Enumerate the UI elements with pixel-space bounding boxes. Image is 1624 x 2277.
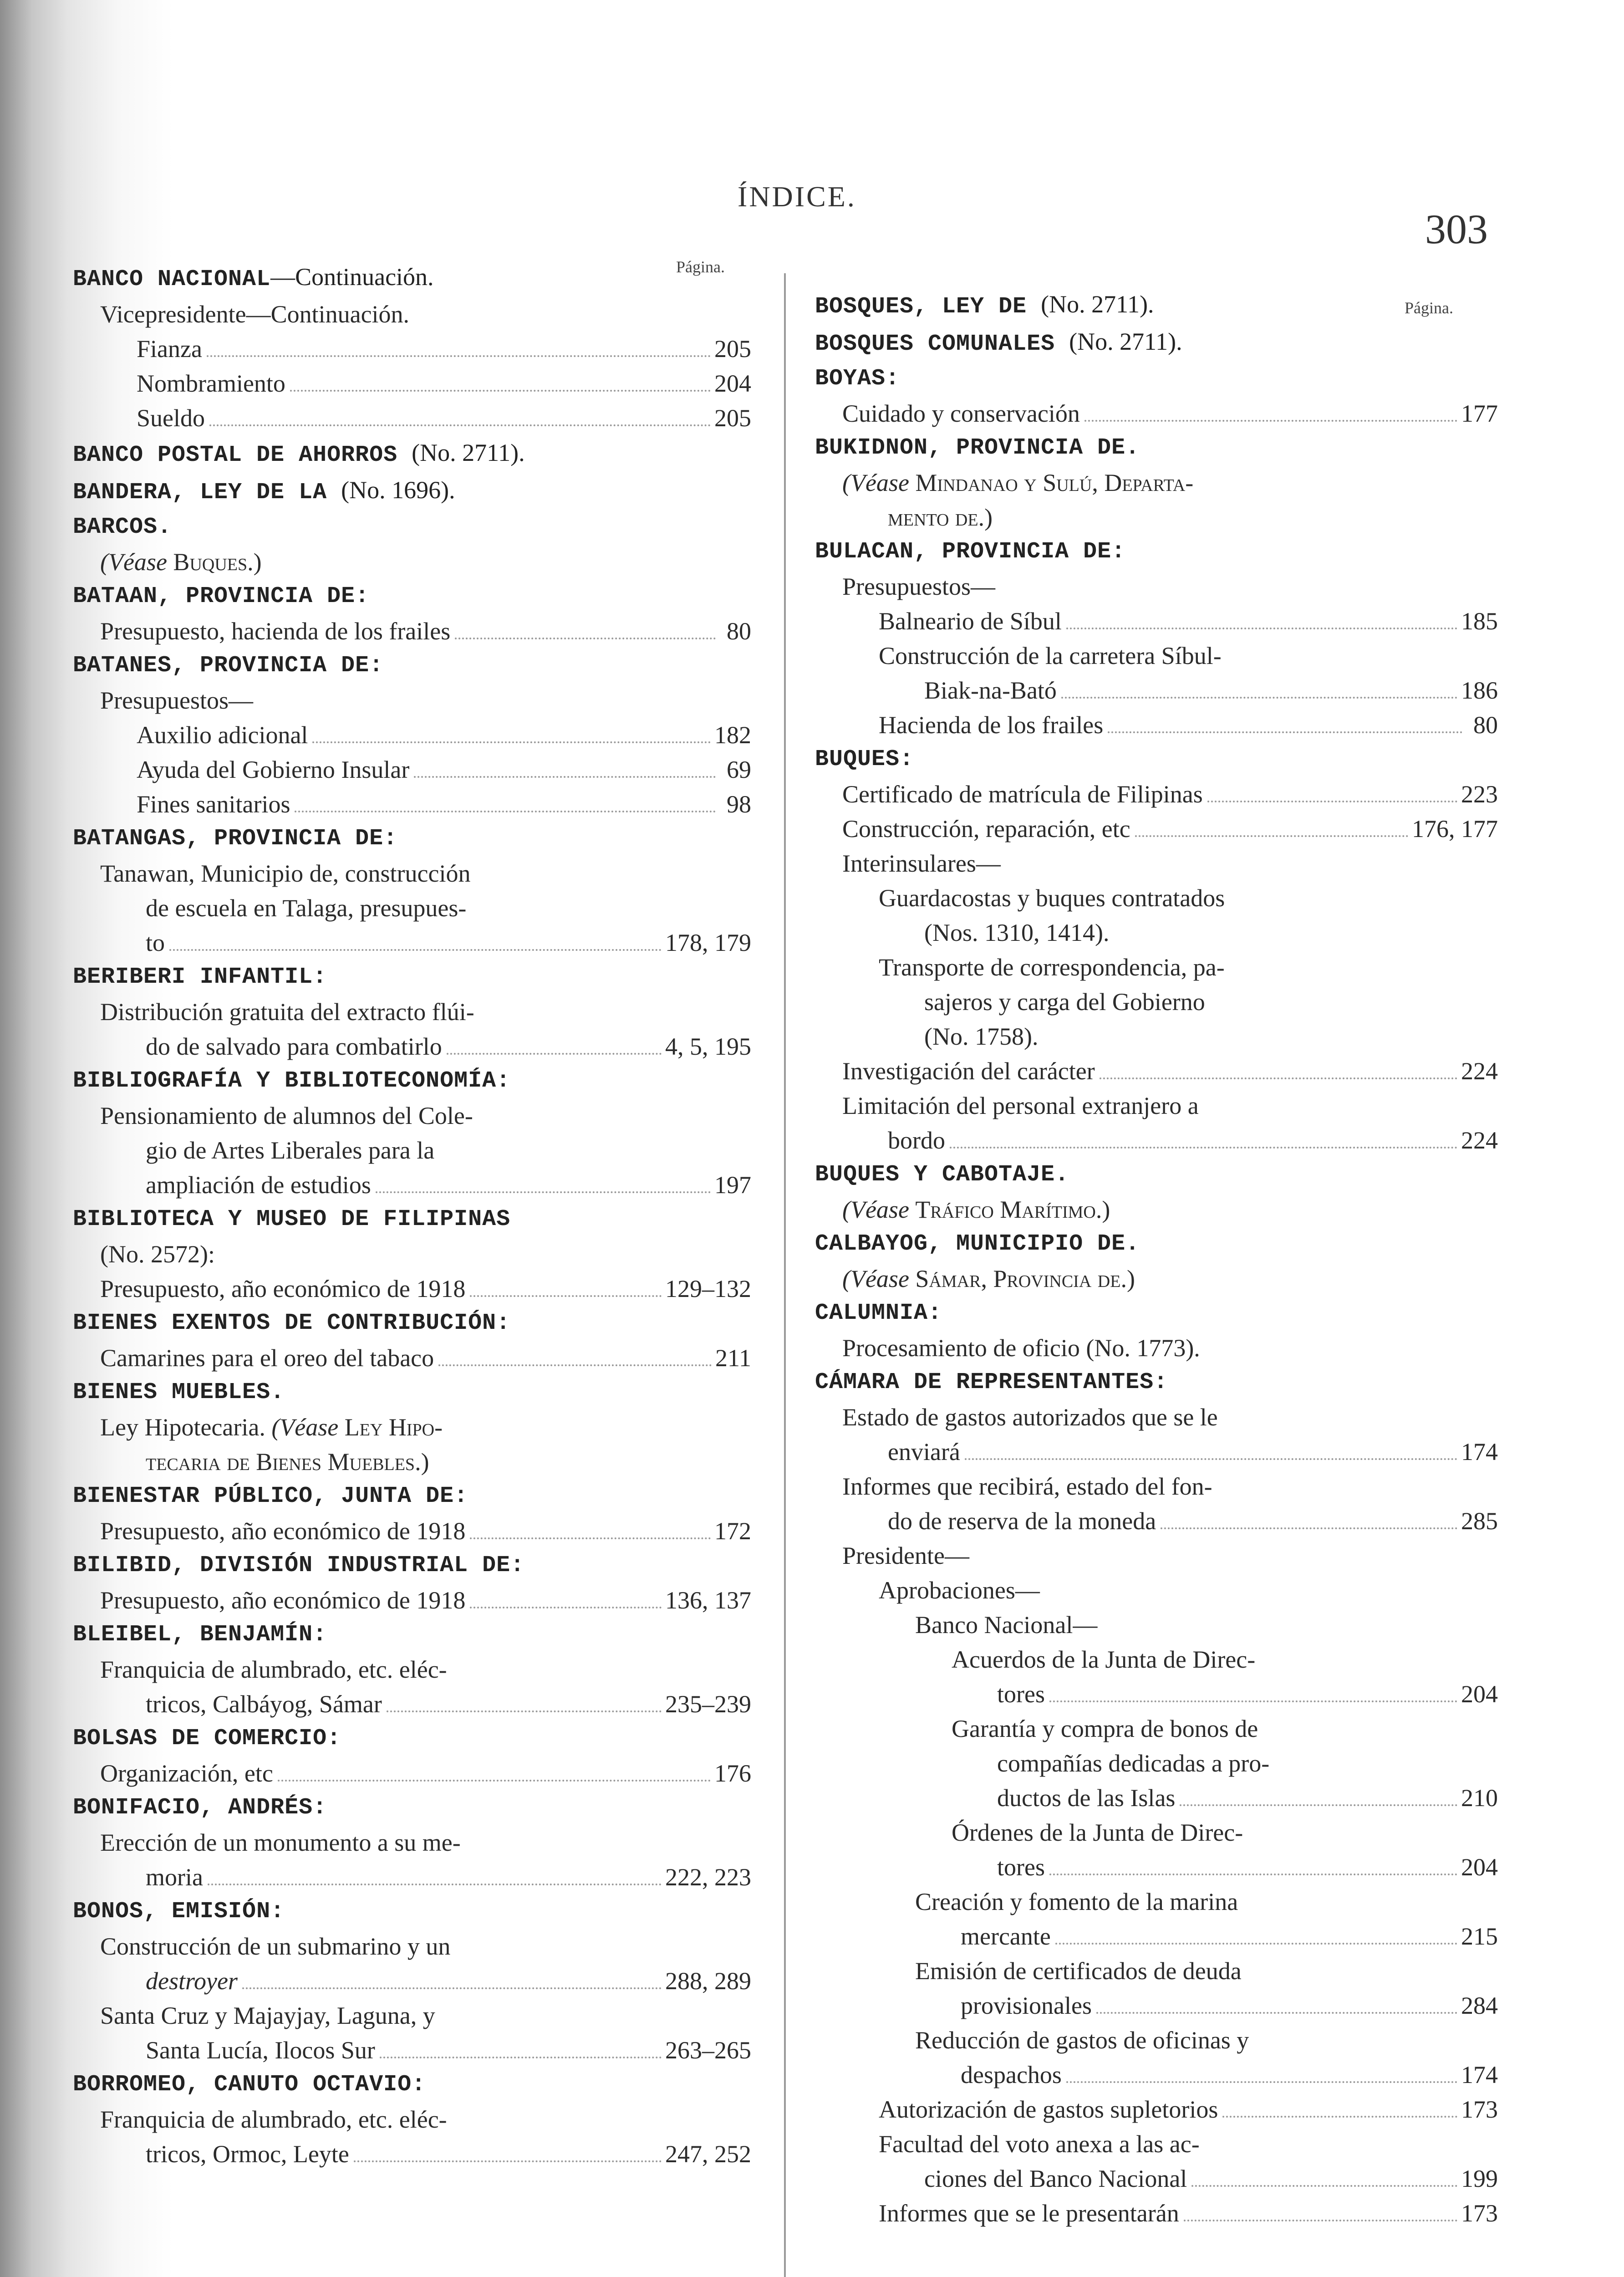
index-line: destroyer 288, 289: [146, 1967, 751, 1995]
subheading: Banco Nacional—: [915, 1611, 1098, 1639]
pagina-label-left: Página.: [676, 258, 725, 276]
entry-heading: BATAAN, PROVINCIA DE:: [73, 583, 370, 609]
index-text: Tanawan, Municipio de, construcción: [100, 860, 471, 887]
subheading: Aprobaciones—: [879, 1577, 1040, 1604]
index-line: provisionales 284: [961, 1992, 1498, 2019]
index-entry: [815, 431, 1498, 535]
index-entry: [73, 1618, 751, 1721]
index-entry: [815, 1227, 1498, 1296]
index-line: Nombramiento 204: [137, 370, 751, 397]
entry-heading: BIENES MUEBLES.: [73, 1379, 285, 1405]
index-entry: [815, 1365, 1498, 2231]
entry-heading: BONIFACIO, ANDRÉS:: [73, 1795, 327, 1821]
cross-reference: mento de.): [888, 504, 993, 531]
index-line: bordo 224: [888, 1127, 1498, 1154]
index-line: Fianza 205: [137, 335, 751, 362]
index-line: tricos, Calbáyog, Sámar 235–239: [146, 1690, 751, 1718]
index-line: Auxilio adicional 182: [137, 721, 751, 749]
index-text: Creación y fomento de la marina: [915, 1888, 1238, 1915]
index-line: tores 204: [997, 1853, 1498, 1881]
index-text: Órdenes de la Junta de Direc-: [952, 1819, 1243, 1846]
index-line: Construcción, reparación, etc 176, 177: [842, 815, 1498, 842]
entry-heading: BIBLIOTECA Y MUSEO DE FILIPINAS: [73, 1206, 511, 1232]
index-text: Procesamiento de oficio (No. 1773).: [842, 1334, 1200, 1362]
index-text: Transporte de correspondencia, pa-: [879, 954, 1225, 981]
entry-heading: BIBLIOGRAFÍA Y BIBLIOTECONOMÍA:: [73, 1068, 511, 1094]
entry-heading: BANDERA, LEY DE LA (No. 1696).: [73, 476, 455, 505]
index-line: ciones del Banco Nacional 199: [924, 2165, 1498, 2192]
index-text: Pensionamiento de alumnos del Cole-: [100, 1102, 473, 1129]
index-entry: [73, 960, 751, 1064]
index-text: compañías dedicadas a pro-: [997, 1750, 1270, 1777]
subheading: Presupuestos—: [842, 573, 995, 600]
index-line: Investigación del carácter 224: [842, 1057, 1498, 1085]
index-line: Organización, etc 176: [100, 1760, 751, 1787]
index-line: ductos de las Islas 210: [997, 1784, 1498, 1812]
index-line: Certificado de matrícula de Filipinas 223: [842, 781, 1498, 808]
subheading: Vicepresidente—Continuación.: [100, 301, 410, 328]
entry-heading: BOLSAS DE COMERCIO:: [73, 1726, 341, 1751]
index-line: Presupuesto, año económico de 1918 129–132: [100, 1275, 751, 1302]
index-entry: [815, 324, 1498, 362]
entry-heading: BLEIBEL, BENJAMÍN:: [73, 1622, 327, 1648]
subheading: Presidente—: [842, 1542, 969, 1569]
index-entry: [73, 1894, 751, 2068]
entry-heading: BILIBID, DIVISIÓN INDUSTRIAL DE:: [73, 1552, 525, 1578]
cross-reference: (Véase Tráfico Marítimo.): [842, 1196, 1110, 1223]
index-line: Biak-na-Bató 186: [924, 677, 1498, 704]
index-text: (No. 1758).: [924, 1023, 1039, 1050]
index-text: Limitación del personal extranjero a: [842, 1092, 1199, 1119]
index-line: do de salvado para combatirlo 4, 5, 195: [146, 1033, 751, 1060]
index-entry: [815, 1296, 1498, 1365]
index-text: Guardacostas y buques contratados: [879, 884, 1225, 912]
cross-reference: tecaria de Bienes Muebles.): [146, 1448, 429, 1475]
entry-heading: BUQUES Y CABOTAJE.: [815, 1162, 1069, 1188]
entry-heading: BOYAS:: [815, 366, 900, 392]
index-entry: [73, 1064, 751, 1202]
index-text: Reducción de gastos de oficinas y: [915, 2027, 1249, 2054]
index-line: enviará 174: [888, 1438, 1498, 1465]
index-text: Acuerdos de la Junta de Direc-: [952, 1646, 1256, 1673]
index-text: Facultad del voto anexa a las ac-: [879, 2130, 1200, 2158]
index-entry: [73, 1721, 751, 1791]
index-line: Santa Lucía, Ilocos Sur 263–265: [146, 2037, 751, 2064]
entry-heading: BUKIDNON, PROVINCIA DE.: [815, 435, 1140, 461]
index-line: Sueldo 205: [137, 404, 751, 432]
index-text: sajeros y carga del Gobierno: [924, 988, 1205, 1016]
index-text: Construcción de la carretera Síbul-: [879, 642, 1222, 669]
entry-heading: BANCO NACIONAL—Continuación.: [73, 263, 434, 292]
entry-heading: BIENESTAR PÚBLICO, JUNTA DE:: [73, 1483, 468, 1509]
index-line: tores 204: [997, 1680, 1498, 1708]
page-number: 303: [1425, 206, 1488, 252]
index-text: (Nos. 1310, 1414).: [924, 919, 1110, 946]
index-entry: [73, 1375, 751, 1479]
subheading: Interinsulares—: [842, 850, 1001, 877]
index-entry: [73, 1791, 751, 1894]
entry-heading: BANCO POSTAL DE AHORROS (No. 2711).: [73, 439, 525, 468]
index-text: (No. 2572):: [100, 1241, 215, 1268]
entry-heading: BULACAN, PROVINCIA DE:: [815, 539, 1126, 565]
index-line: Camarines para el oreo del tabaco 211: [100, 1344, 751, 1372]
entry-heading: BERIBERI INFANTIL:: [73, 964, 327, 990]
index-line: mercante 215: [961, 1923, 1498, 1950]
pagina-label-right: Página.: [1405, 299, 1453, 317]
index-line: do de reserva de la moneda 285: [888, 1507, 1498, 1535]
index-entry: [73, 1202, 751, 1306]
page-title: ÍNDICE.: [738, 180, 856, 213]
index-line: Informes que se le presentarán 173: [879, 2200, 1498, 2227]
index-entry: [815, 535, 1498, 742]
index-line: tricos, Ormoc, Leyte 247, 252: [146, 2140, 751, 2168]
index-entry: [73, 473, 751, 510]
index-line: to 178, 179: [146, 929, 751, 956]
entry-heading: BARCOS.: [73, 514, 172, 540]
cross-reference: (Véase Buques.): [100, 548, 262, 576]
subheading: Presupuestos—: [100, 687, 253, 714]
index-entry: [815, 362, 1498, 431]
index-text: Garantía y compra de bonos de: [952, 1715, 1258, 1742]
entry-heading: BATANES, PROVINCIA DE:: [73, 653, 384, 679]
index-text: Estado de gastos autorizados que se le: [842, 1404, 1218, 1431]
index-line: Autorización de gastos supletorios 173: [879, 2096, 1498, 2123]
index-text: Santa Cruz y Majayjay, Laguna, y: [100, 2002, 435, 2029]
index-line: Ayuda del Gobierno Insular 69: [137, 756, 751, 783]
entry-heading: BUQUES:: [815, 746, 914, 772]
index-entry: [73, 510, 751, 579]
entry-heading: BIENES EXENTOS DE CONTRIBUCIÓN:: [73, 1310, 511, 1336]
index-line: Hacienda de los frailes 80: [879, 711, 1498, 739]
index-line: Fines sanitarios 98: [137, 791, 751, 818]
index-column-left: [73, 260, 751, 2171]
index-entry: [73, 435, 751, 473]
entry-heading: CALUMNIA:: [815, 1300, 942, 1326]
index-text: Informes que recibirá, estado del fon-: [842, 1473, 1212, 1500]
index-entry: [73, 822, 751, 960]
index-entry: [815, 287, 1498, 324]
index-line: Presupuesto, hacienda de los frailes 80: [100, 618, 751, 645]
index-entry: [73, 1479, 751, 1548]
index-text: Franquicia de alumbrado, etc. eléc-: [100, 1656, 447, 1683]
index-column-right: [815, 287, 1498, 2231]
cross-reference: Ley Hipotecaria. (Véase Ley Hipo-: [100, 1414, 443, 1441]
entry-heading: BONOS, EMISIÓN:: [73, 1899, 285, 1925]
index-entry: [73, 1548, 751, 1618]
index-line: moria 222, 223: [146, 1863, 751, 1891]
index-line: Presupuesto, año económico de 1918 136, 137: [100, 1587, 751, 1614]
index-line: despachos 174: [961, 2061, 1498, 2088]
cross-reference: (Véase Mindanao y Sulú, Departa-: [842, 469, 1194, 496]
index-text: Emisión de certificados de deuda: [915, 1957, 1242, 1985]
index-text: gio de Artes Liberales para la: [146, 1137, 435, 1164]
index-entry: [73, 1306, 751, 1375]
index-line: Balneario de Síbul 185: [879, 608, 1498, 635]
index-text: Distribución gratuita del extracto flúi-: [100, 998, 474, 1026]
index-entry: [73, 648, 751, 822]
index-text: Franquicia de alumbrado, etc. eléc-: [100, 2106, 447, 2133]
index-text: Erección de un monumento a su me-: [100, 1829, 461, 1856]
index-text: de escuela en Talaga, presupues-: [146, 894, 467, 922]
entry-heading: BOSQUES COMUNALES (No. 2711).: [815, 328, 1182, 357]
entry-heading: BOSQUES, LEY DE (No. 2711).: [815, 291, 1154, 320]
column-divider: [784, 273, 786, 2277]
entry-heading: BATANGAS, PROVINCIA DE:: [73, 826, 398, 852]
entry-heading: CALBAYOG, MUNICIPIO DE.: [815, 1231, 1140, 1257]
index-text: Construcción de un submarino y un: [100, 1933, 451, 1960]
index-entry: [815, 1158, 1498, 1227]
index-line: ampliación de estudios 197: [146, 1171, 751, 1199]
entry-heading: CÁMARA DE REPRESENTANTES:: [815, 1369, 1168, 1395]
index-entry: [73, 2068, 751, 2171]
index-entry: [73, 260, 751, 435]
index-entry: [73, 579, 751, 648]
entry-heading: BORROMEO, CANUTO OCTAVIO:: [73, 2072, 426, 2098]
index-line: Cuidado y conservación 177: [842, 400, 1498, 427]
index-entry: [815, 742, 1498, 1158]
index-line: Presupuesto, año económico de 1918 172: [100, 1517, 751, 1545]
cross-reference: (Véase Sámar, Provincia de.): [842, 1265, 1135, 1292]
